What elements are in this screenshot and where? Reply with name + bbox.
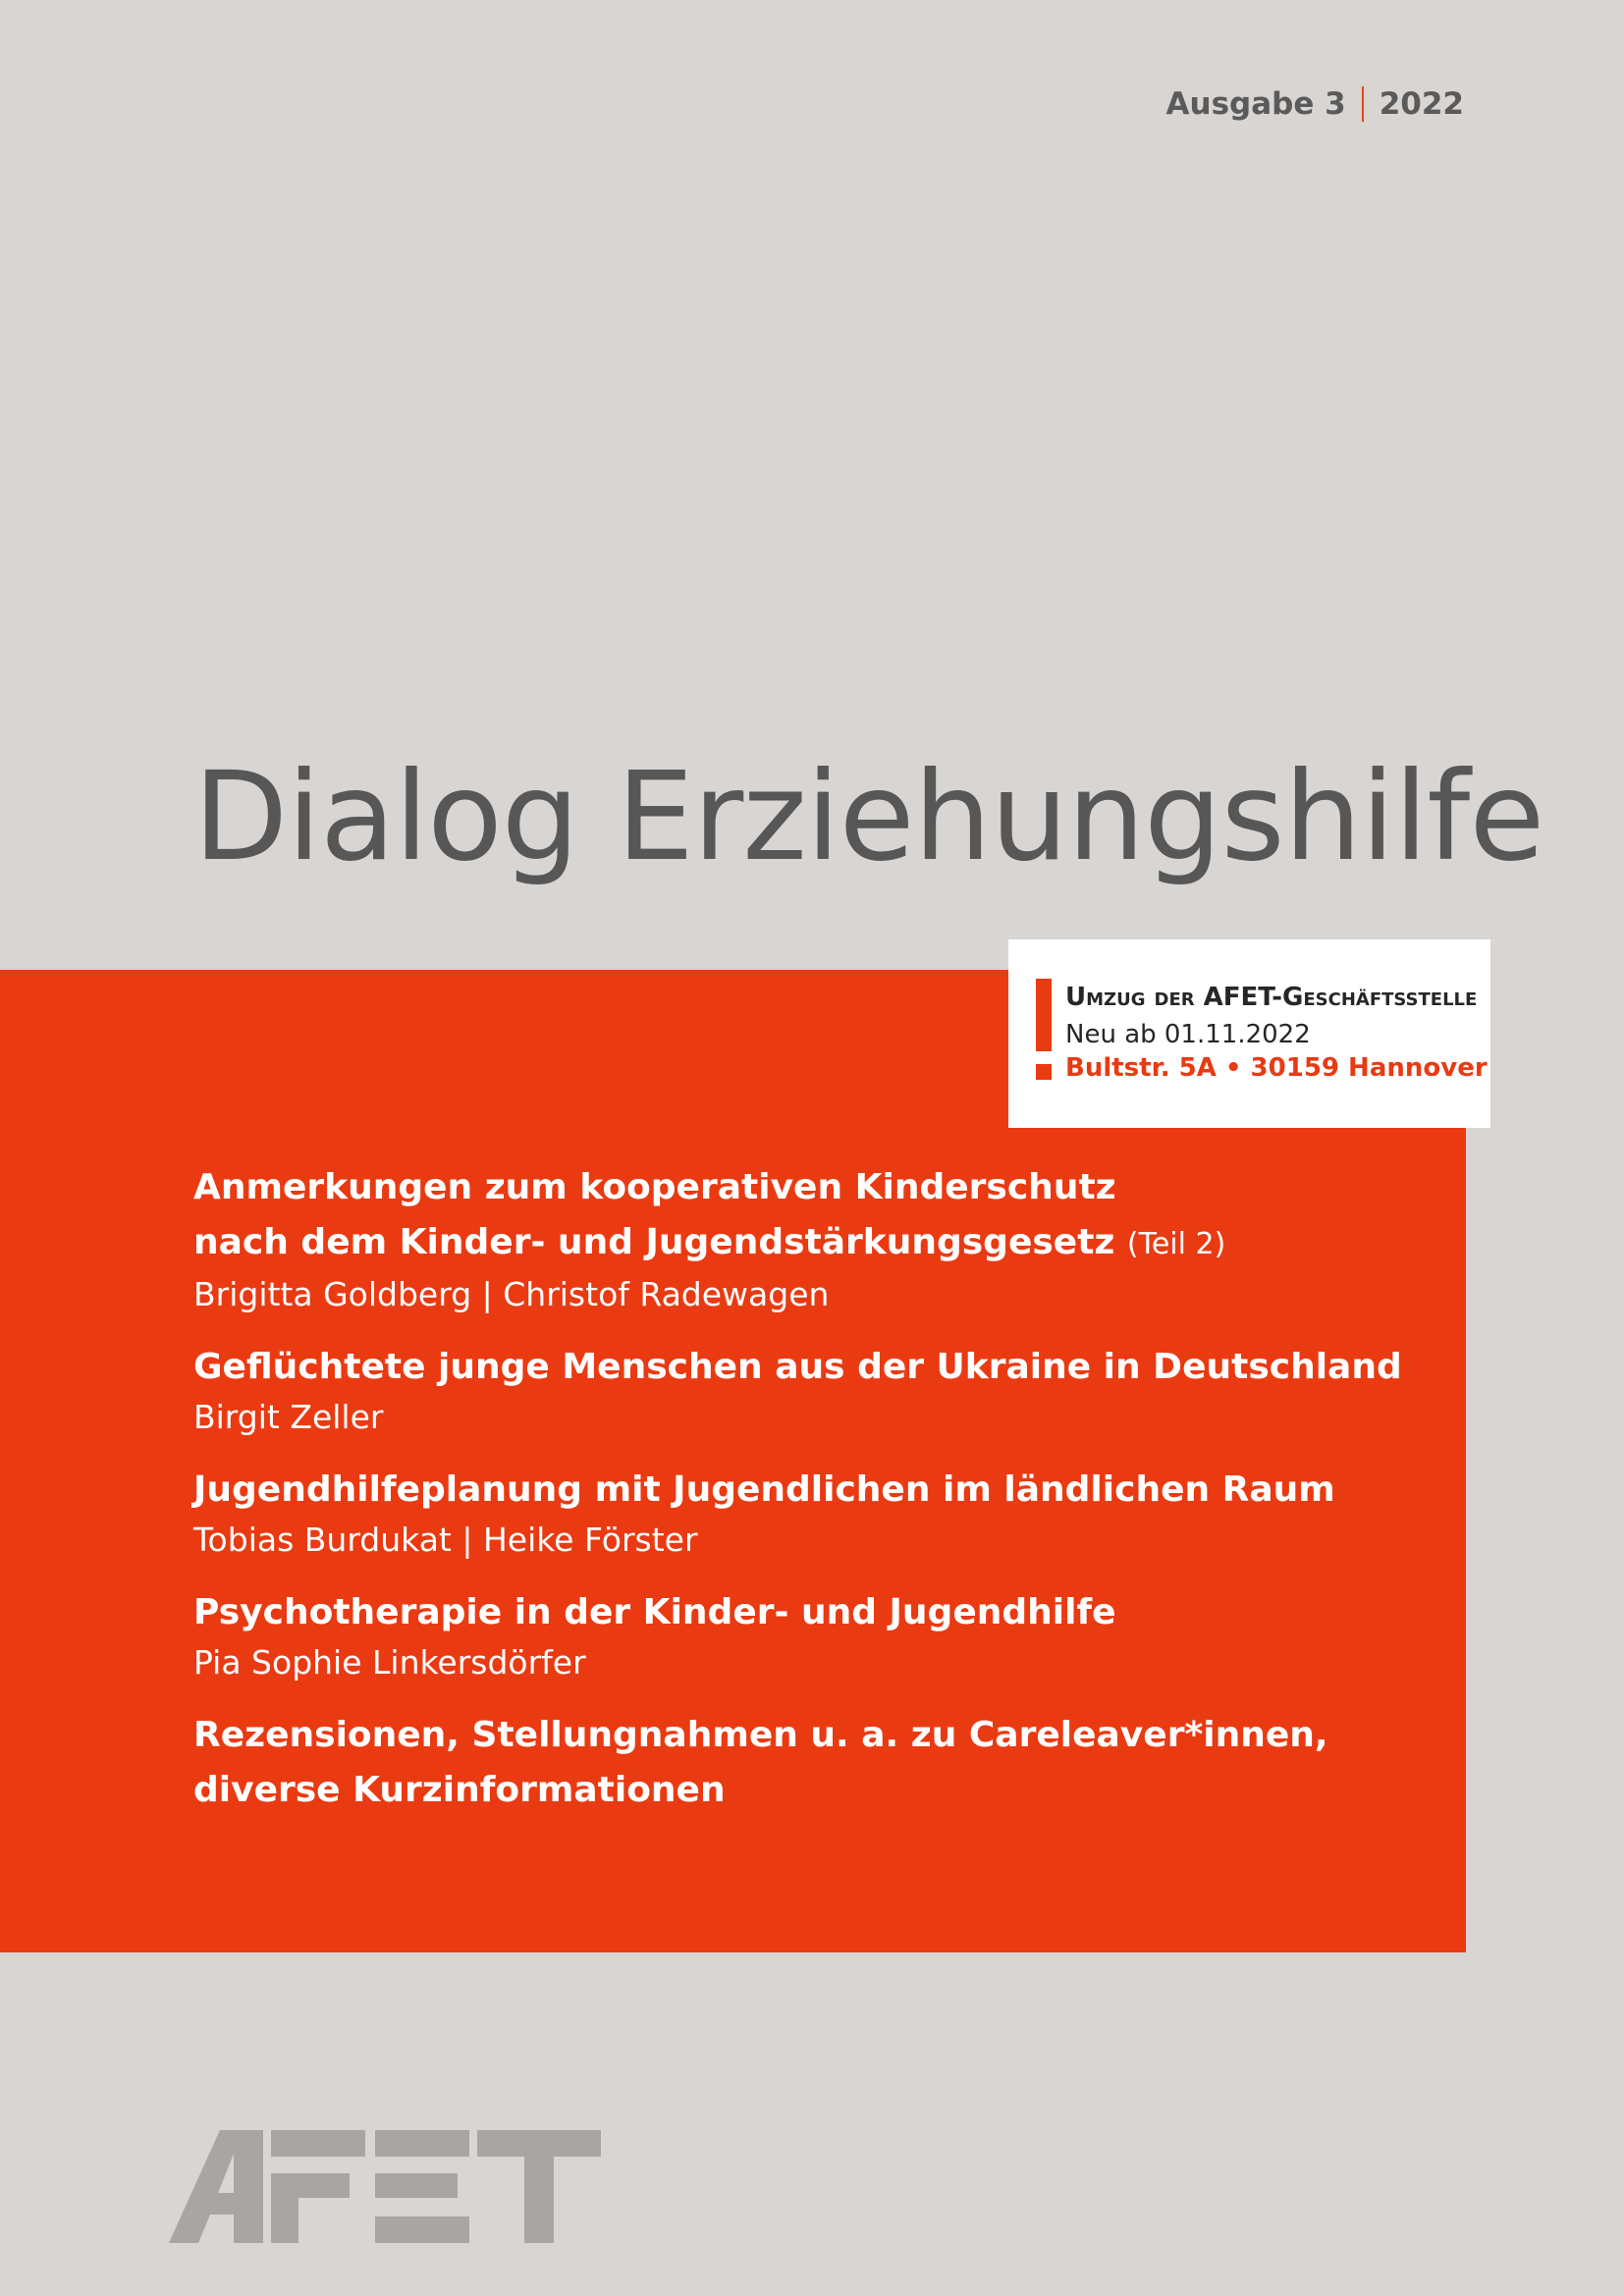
- article-authors: Tobias Burdukat | Heike Förster: [193, 1521, 698, 1559]
- article-title: Anmerkungen zum kooperativen Kinderschutz nach dem Kinder- und Jugendstärkungsgesetz: [193, 1167, 1116, 1262]
- article-item: [193, 1585, 1450, 1685]
- journal-title: Dialog Erziehungshilfe: [193, 746, 1544, 888]
- article-authors: Brigitta Goldberg | Christof Radewagen: [193, 1275, 830, 1313]
- exclamation-bar-icon: [1036, 979, 1052, 1051]
- article-title: Psychotherapie in der Kinder- und Jugendhilfe: [193, 1592, 1116, 1632]
- issue-info: [1166, 86, 1464, 122]
- notice-heading: Umzug der AFET-Geschäftsstelle: [1065, 983, 1478, 1012]
- bullet-square-icon: [1036, 1064, 1052, 1080]
- article-item: [193, 1708, 1450, 1818]
- article-authors: Birgit Zeller: [193, 1398, 384, 1436]
- article-item: [193, 1463, 1450, 1563]
- notice-date: Neu ab 01.11.2022: [1065, 1020, 1311, 1049]
- article-title: Jugendhilfeplanung mit Jugendlichen im ländlichen Raum: [193, 1469, 1335, 1510]
- issue-year: 2022: [1379, 86, 1464, 122]
- article-title: Rezensionen, Stellungnahmen u. a. zu Careleaver*innen, diverse Kurzinformationen: [193, 1715, 1328, 1810]
- article-item: [193, 1340, 1450, 1440]
- article-list: [193, 1160, 1450, 1841]
- article-item: [193, 1160, 1450, 1317]
- issue-separator: [1362, 86, 1364, 122]
- afet-logo: [169, 2130, 601, 2243]
- article-authors: Pia Sophie Linkersdörfer: [193, 1643, 586, 1682]
- relocation-notice: [1008, 939, 1490, 1128]
- notice-address: Bultstr. 5A • 30159 Hannover: [1065, 1053, 1488, 1083]
- article-title: Geflüchtete junge Menschen aus der Ukraine in Deutschland: [193, 1347, 1402, 1387]
- article-title-suffix: (Teil 2): [1126, 1227, 1226, 1261]
- issue-label: Ausgabe 3: [1165, 86, 1346, 122]
